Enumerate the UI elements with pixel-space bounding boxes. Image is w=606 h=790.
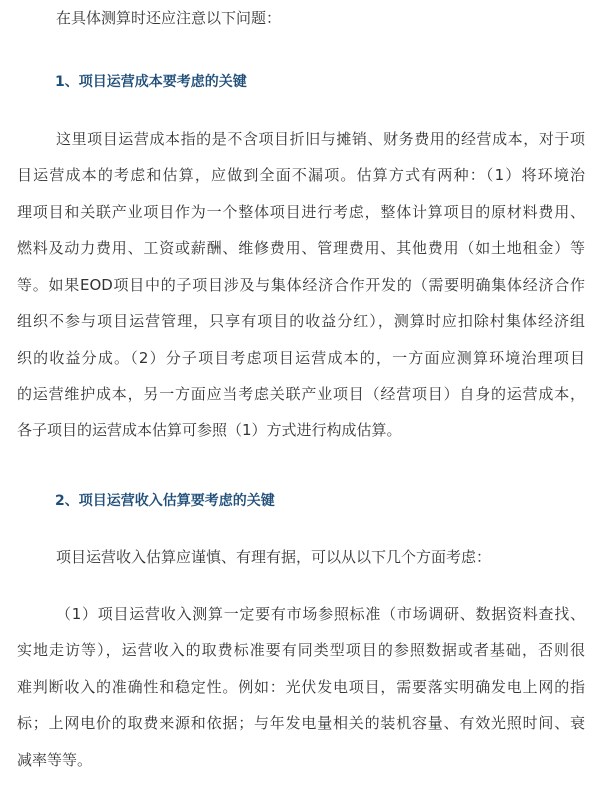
paragraph-line: 这里项目运营成本指的是不含项目折旧与摊销、财务费用的经营成本，对于项: [56, 130, 585, 148]
paragraph-line: 实地走访等），运营收入的取费标准要有同类型项目的参照数据或者基础，否则很: [17, 641, 585, 659]
paragraph-line: 各子项目的运营成本估算可参照（1）方式进行构成估算。: [17, 421, 402, 439]
paragraph-line: 等。如果EOD项目中的子项目涉及与集体经济合作开发的（需要明确集体经济合作: [17, 276, 585, 294]
paragraph-line: 理项目和关联产业项目作为一个整体项目进行考虑，整体计算项目的原材料费用、: [17, 203, 585, 221]
paragraph-line: 目运营成本的考虑和估算，应做到全面不漏项。估算方式有两种：（1）将环境治: [17, 166, 585, 184]
paragraph-line: 减率等等。: [17, 751, 93, 769]
section-2-lead: 项目运营收入估算应谨慎、有理有据，可以从以下几个方面考虑：: [56, 548, 492, 566]
paragraph-line: 标；上网电价的取费来源和依据；与年发电量相关的装机容量、有效光照时间、衰: [17, 714, 585, 732]
paragraph-line: 的运营维护成本，另一方面应当考虑关联产业项目（经营项目）自身的运营成本，: [17, 385, 585, 403]
intro-text: 在具体测算时还应注意以下问题：: [56, 9, 282, 27]
paragraph-line: 组织不参与项目运营管理，只享有项目的收益分红），测算时应扣除村集体经济组: [17, 312, 585, 330]
paragraph-line: 织的收益分成。（2）分子项目考虑项目运营成本的，一方面应测算环境治理项目: [17, 349, 585, 367]
section-1-heading: 1、项目运营成本要考虑的关键: [55, 74, 247, 90]
section-2-heading: 2、项目运营收入估算要考虑的关键: [55, 493, 275, 509]
paragraph-line: 燃料及动力费用、工资或薪酬、维修费用、管理费用、其他费用（如土地租金）等: [17, 239, 585, 257]
paragraph-line: 难判断收入的准确性和稳定性。例如：光伏发电项目，需要落实明确发电上网的指: [17, 678, 585, 696]
paragraph-line: （1）项目运营收入测算一定要有市场参照标准（市场调研、数据资料查找、: [56, 605, 585, 623]
